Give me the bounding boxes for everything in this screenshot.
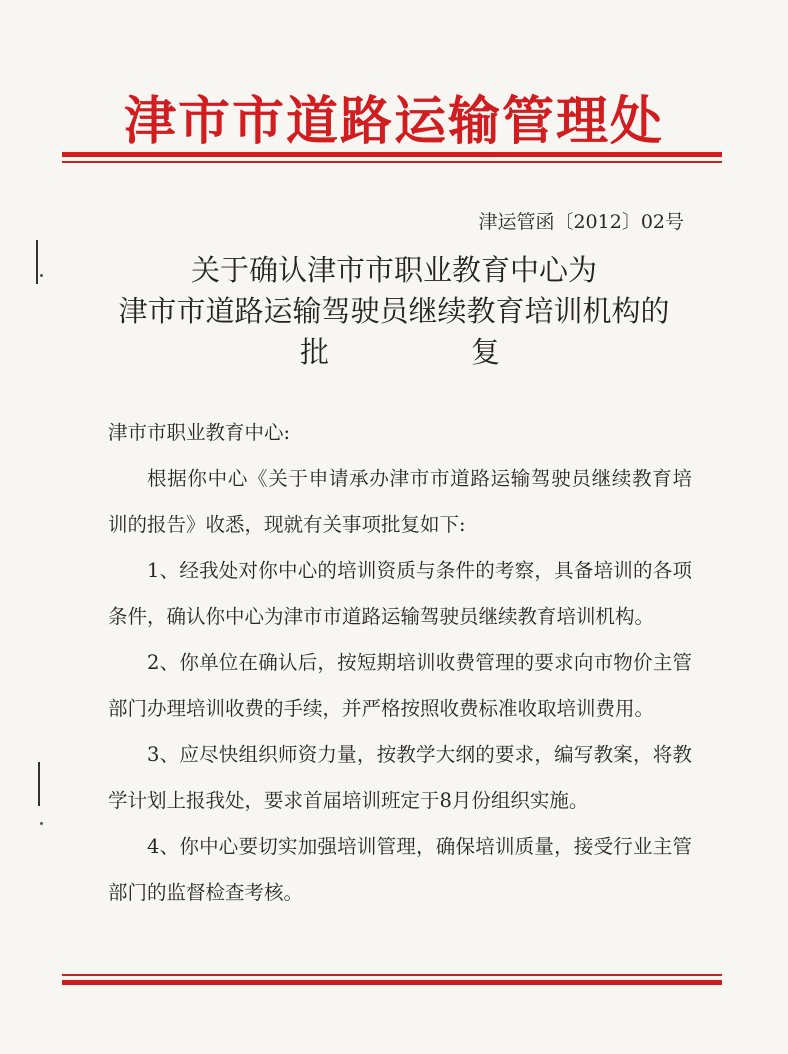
scan-artifact-dot [40,274,43,277]
letterhead-rule-thin [62,161,722,163]
title-reply-char-1: 批 [300,335,330,369]
paragraph-item-4: 4、你中心要切实加强培训管理，确保培训质量，接受行业主管部门的监督检查考核。 [108,835,692,904]
footer-rule-thin [62,974,722,976]
salutation: 津市市职业教育中心: [108,421,291,444]
footer-rule-thick [62,980,722,985]
paragraph-item-3: 3、应尽快组织师资力量，按教学大纲的要求，编写教案，将教学计划上报我处，要求首届培训班定于8月份组织实施。 [108,743,692,812]
paragraph-intro: 根据你中心《关于申请承办津市市道路运输驾驶员继续教育培训的报告》收悉，现就有关事项批复如下: [108,467,692,536]
paragraph-item-1: 1、经我处对你中心的培训资质与条件的考察，具备培训的各项条件，确认你中心为津市市道路运输驾驶员继续教育培训机构。 [108,559,692,628]
letterhead-rule-thick [62,152,722,157]
scan-artifact-dot [40,822,43,825]
scan-artifact-mark [36,240,38,284]
paragraph-item-2: 2、你单位在确认后，按短期培训收费管理的要求向市物价主管部门办理培训收费的手续，并严格按照收费标准收取培训费用。 [108,651,692,720]
document-title-line-2: 津市市道路运输驾驶员继续教育培训机构的 [118,294,670,328]
document-title-line-1: 关于确认津市市职业教育中心为 [190,253,597,287]
document-body [108,410,692,916]
document-title-reply [300,330,500,374]
document-number: 津运管函〔2012〕02号 [478,211,684,233]
letterhead-title: 津市市道路运输管理处 [123,92,664,152]
scan-artifact-mark [38,762,40,806]
title-reply-char-2: 复 [470,335,500,369]
